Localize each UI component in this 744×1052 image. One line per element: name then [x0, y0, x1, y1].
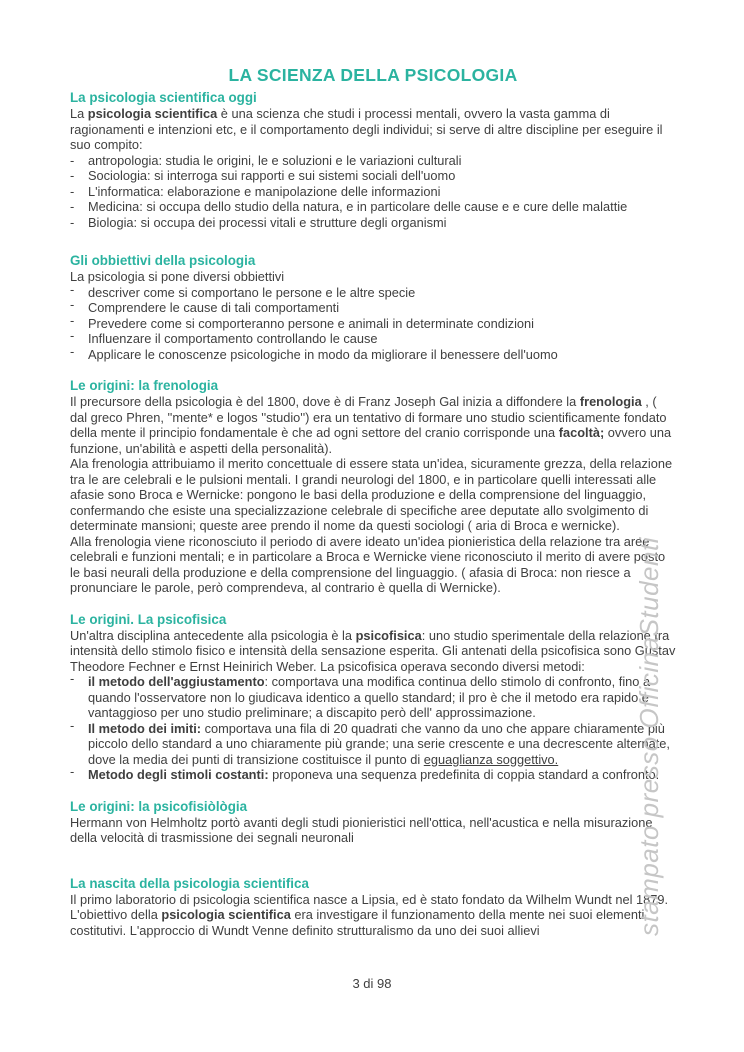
bullet-text: Comprendere le cause di tali comportamenti	[88, 300, 340, 315]
section-obbiettivi-psicologia	[70, 253, 676, 362]
bullet-dash: -	[70, 281, 75, 297]
page-title: LA SCIENZA DELLA PSICOLOGIA	[228, 65, 518, 85]
section-psicologia-scientifica-oggi	[70, 90, 676, 230]
bullet-list	[70, 281, 676, 363]
bullet-item	[70, 153, 676, 169]
bullet-list	[70, 671, 676, 783]
bullet-item	[70, 312, 676, 332]
section-paragraph: La psicologia si pone diversi obbiettivi	[70, 269, 285, 284]
bullet-text: Il metodo dei imiti: comportava una fila di 20 quadrati che vanno da uno che appare chiaramente più piccolo dello standard a uno chiaramente più grande; una serie crescente e una decrescente alternate, dove la media dei punti di transizione costituisce il punto di eguaglianza soggettivo.	[88, 720, 670, 767]
section-origini-psicofisica	[70, 612, 676, 783]
section-origini-psicofisiologia	[70, 799, 676, 846]
section-nascita-psicologia-scientifica	[70, 876, 676, 939]
bullet-item	[70, 199, 676, 215]
section-heading: Le origini: la psicofisiòlògia	[70, 798, 248, 814]
bullet-dash: -	[70, 312, 75, 328]
section-paragraph: Ala frenologia attribuiamo il merito concettuale di essere stata un'idea, sicuramente grezza, della relazione tra le are celebrali e le pulsioni mentali. I grandi neurologi del 1800, e in particolare quelli interessati alle afasie sono Broca e Wernicke: pongono le basi della produzione e della comprensione del linguaggio, confermando che esiste una specializzazione celebrale di specifiche aree deputate allo svolgimento di determinate mansioni; queste aree prendo il nome da questi sociologi ( aria di Broca e wernicke).	[70, 456, 673, 533]
bullet-text: Prevedere come si comporteranno persone e animali in determinate condizioni	[88, 315, 534, 331]
bullet-item	[70, 328, 676, 347]
bullet-text: Biologia: si occupa dei processi vitali e strutture degli organismi	[88, 214, 447, 230]
bullet-dash: -	[70, 152, 75, 168]
bullet-text: Applicare le conoscenze psicologiche in modo da migliorare il benessere dell'uomo	[88, 346, 558, 362]
section-paragraph: Hermann von Helmholtz portò avanti degli studi pionieristici nell'ottica, nell'acustica e nella misurazione della velocità di trasmissione dei segnali neuronali	[70, 814, 653, 845]
bullet-dash: -	[70, 297, 75, 312]
bullet-dash: -	[70, 199, 75, 214]
bullet-list	[70, 153, 676, 231]
bullet-item	[70, 343, 676, 363]
bullet-item	[70, 297, 676, 316]
section-origini-frenologia	[70, 378, 676, 596]
section-paragraph: Il primo laboratorio di psicologia scientifica nasce a Lipsia, ed è stato fondato da Wilhelm Wundt nel 1879. L'obiettivo della psicologia scientifica era investigare il funzionamento della mente nei suoi elementi costitutivi. L'approccio di Wundt Venne definito strutturalismo da uno dei suoi allievi	[70, 891, 668, 938]
bullet-text: descriver come si comportano le persone e le altre specie	[88, 284, 416, 300]
page-number: 3 di 98	[352, 976, 392, 991]
bullet-dash: -	[70, 214, 75, 230]
bullet-item	[70, 281, 676, 301]
bullet-text: L'informatica: elaborazione e manipolazione delle informazioni	[88, 183, 441, 199]
section-heading: Gli obbiettivi della psicologia	[70, 253, 256, 268]
section-paragraph: Alla frenologia viene riconosciuto il periodo di avere ideato un'idea pionieristica della relazione tra aree celebrali e funzioni mentali; e in particolare a Broca e Wernicke viene riconosciuto il merito di avere posto le basi neurali della produzione e della comprensione del linguaggio. ( afasia di Broca: non riesce a pronunciare le parole, però comprendeva, al contrario è quella di Wernicke).	[70, 533, 666, 595]
section-paragraph: La psicologia scientifica è una scienza che studi i processi mentali, ovvero la vasta gamma di ragionamenti e intenzioni etc, e il comportamento degli individui; si serve di altre discipline per eseguire il suo compito:	[70, 106, 663, 152]
bullet-item	[70, 168, 676, 184]
watermark-text: stampato presso OfficinaStudenti	[634, 537, 664, 936]
bullet-dash: -	[70, 328, 75, 343]
section-heading: Le origini: la frenologia	[70, 378, 219, 393]
bullet-text: Medicina: si occupa dello studio della natura, e in particolare delle cause e e cure delle malattie	[88, 199, 628, 214]
section-heading: Le origini. La psicofisica	[70, 611, 227, 627]
bullet-dash: -	[70, 671, 75, 686]
bullet-dash: -	[70, 717, 75, 733]
section-heading: La nascita della psicologia scientifica	[70, 875, 309, 891]
bullet-text: Influenzare il comportamento controllando le cause	[88, 331, 378, 346]
section-paragraph: Un'altra disciplina antecedente alla psicologia è la psicofisica: uno studio sperimentale della relazione tra intensità dello stimolo fisico e intensità della sensazione esperita. Gli antenati della psicofisica sono Gustav Theodore Fechner e Ernst Heinirich Weber. La psicofisica operava secondo diversi metodi:	[70, 627, 676, 674]
bullet-text: il metodo dell'aggiustamento: comportava una modifica continua dello stimolo di confronto, fino a quando l'osservatore non lo giudicava identico a quello standard; il pro è che il metodo era rapido e vantaggioso per uno studio preliminare; a discapito però dell' approssimazione.	[88, 674, 651, 720]
section-heading: La psicologia scientifica oggi	[70, 90, 257, 105]
bullet-item	[70, 671, 676, 721]
section-paragraph: Il precursore della psicologia è del 1800, dove è di Franz Joseph Gal inizia a diffondere la frenologia , ( dal greco Phren, ''mente* e logos ''studio'') era un tentativo di formare uno studio scientificamente fondato della mente il principio fondamentale è che ad ogni settore del cranio corrisponde una facoltà; ovvero una funzione, un'abilità e aspetti della personalità).	[70, 394, 672, 456]
bullet-item	[70, 184, 676, 200]
bullet-dash: -	[70, 183, 75, 199]
bullet-text: Metodo degli stimoli costanti: proponeva una sequenza predefinita di coppia standard a confronto.	[88, 767, 660, 782]
bullet-item	[70, 764, 676, 783]
bullet-dash: -	[70, 168, 75, 183]
bullet-item	[70, 717, 676, 768]
bullet-dash: -	[70, 764, 75, 779]
bullet-item	[70, 215, 676, 231]
bullet-text: Sociologia: si interroga sui rapporti e sui sistemi sociali dell'uomo	[88, 168, 456, 183]
bullet-text: antropologia: studia le origini, le e soluzioni e le variazioni culturali	[88, 152, 462, 168]
bullet-dash: -	[70, 343, 75, 359]
